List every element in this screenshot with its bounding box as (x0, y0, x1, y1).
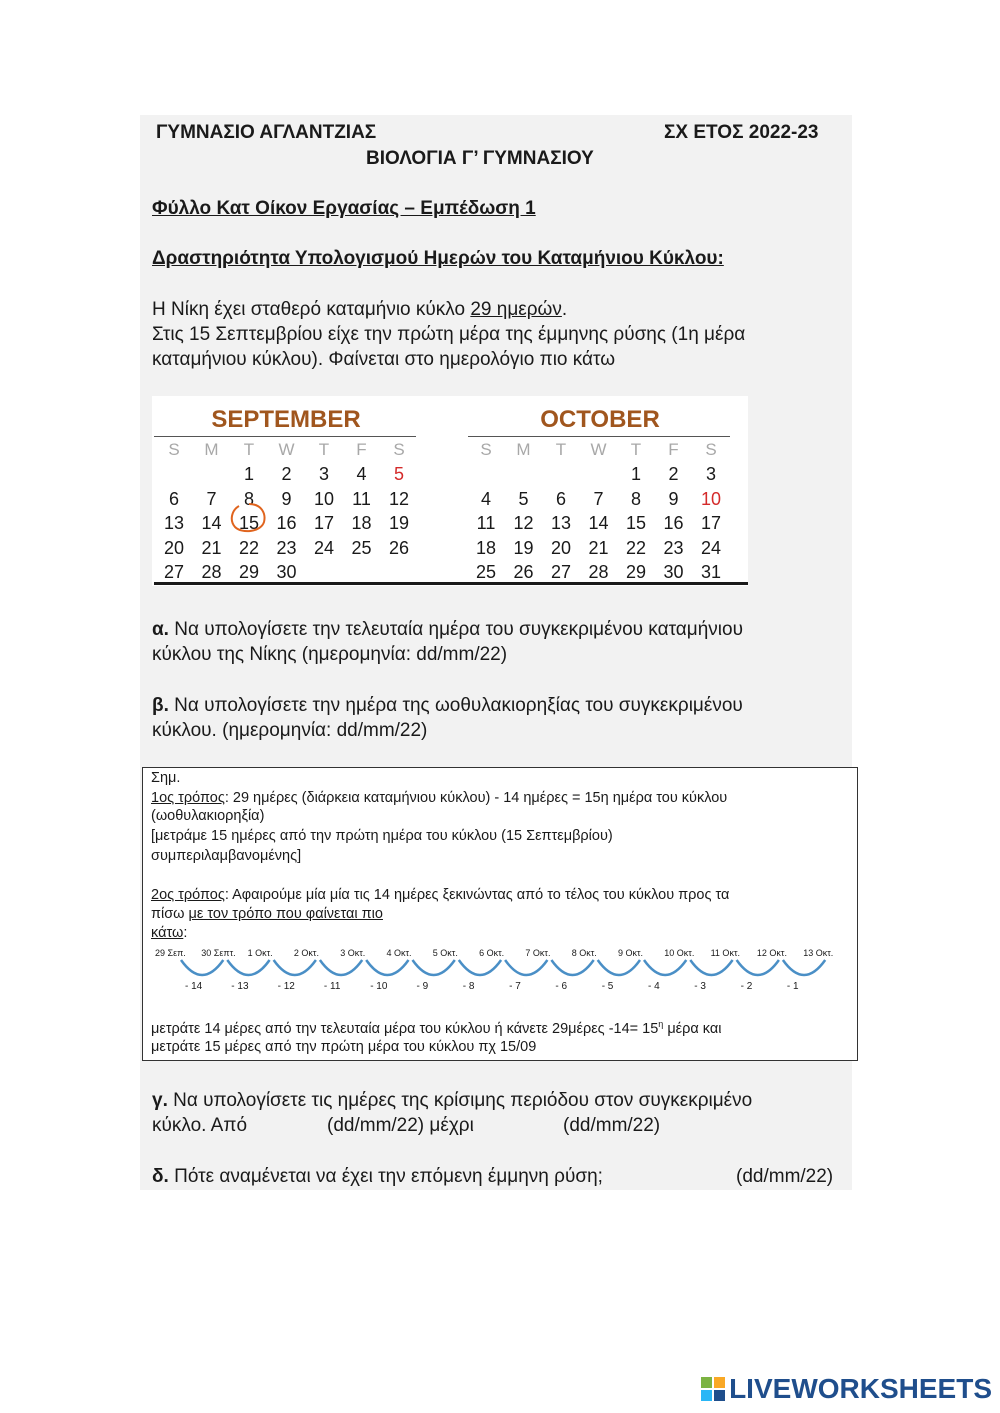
october-title: OCTOBER (540, 406, 660, 433)
bottom-line1-sup: η (658, 1019, 664, 1029)
weekday-header: M (516, 440, 531, 459)
october-day-30: 30 (663, 562, 684, 582)
liveworksheets-logo (700, 1373, 992, 1405)
countdown-arc (737, 960, 779, 975)
october-day-5: 5 (518, 488, 529, 509)
october-day-31: 31 (700, 562, 722, 582)
countdown-date: 6 Οκτ. (479, 948, 505, 958)
september-day-14: 14 (201, 513, 222, 533)
october-day-1: 1 (630, 464, 641, 484)
october-day-17: 17 (700, 513, 722, 533)
september-day-18: 18 (351, 513, 372, 533)
liveworksheets-logo-text: LIVEWORKSHEETS (729, 1373, 992, 1404)
question-c-line-2b: (dd/mm/22) μέχρι (327, 1115, 474, 1136)
october-day-26: 26 (513, 562, 534, 582)
countdown-date: 2 Οκτ. (293, 948, 319, 958)
cycle-length: 29 ημερών (470, 299, 562, 320)
october-day-15: 15 (625, 513, 647, 533)
october-day-9: 9 (668, 488, 679, 509)
countdown-arc (598, 960, 640, 975)
question-c-line-2c: (dd/mm/22) (563, 1115, 661, 1136)
october-day-27: 27 (550, 562, 572, 582)
september-day-24: 24 (313, 537, 335, 558)
question-d-date-format: (dd/mm/22) (736, 1166, 834, 1187)
september-day-22: 22 (238, 537, 260, 558)
october-day-22: 22 (625, 537, 647, 558)
question-a-label: α. (152, 619, 169, 640)
october-day-25: 25 (475, 562, 497, 582)
countdown-step: - 8 (462, 981, 475, 992)
countdown-step: - 14 (185, 981, 203, 992)
question-a-text: Να υπολογίσετε την τελευταία ημέρα του συγκεκριμένου καταμήνιου (168, 619, 743, 640)
countdown-date: 30 Σεπτ. (201, 948, 236, 958)
note-way2-line-3 (151, 925, 187, 941)
october-day-8: 8 (630, 488, 641, 509)
september-day-21: 21 (201, 537, 222, 558)
countdown-date: 3 Οκτ. (340, 948, 366, 958)
worksheet-title: Φύλλο Κατ Οίκον Εργασίας – Εμπέδωση 1 (152, 198, 536, 219)
way1-text: : 29 ημέρες (διάρκεια καταμήνιου κύκλου) - 14 ημέρες = 15η ημέρα του κύκλου (224, 790, 728, 806)
october-day-2: 2 (668, 464, 679, 484)
september-day-8: 8 (243, 488, 254, 509)
activity-title: Δραστηριότητα Υπολογισμού Ημερών του Καταμήνιου Κύκλου: (152, 248, 724, 269)
note-bottom-line-2: μετράτε 15 μέρες από την πρώτη μέρα του κύκλου πχ 15/09 (151, 1039, 537, 1055)
october-day-28: 28 (588, 562, 609, 582)
intro-line-1 (152, 297, 567, 322)
september-day-20: 20 (163, 537, 185, 558)
note-title: Σημ. (151, 770, 181, 786)
september-day-5: 5 (393, 464, 404, 484)
countdown-date: 9 Οκτ. (618, 948, 644, 958)
countdown-date: 7 Οκτ. (525, 948, 551, 958)
note-way1-line-1 (151, 790, 727, 806)
way2-line2-text: πίσω (151, 906, 189, 922)
october-day-20: 20 (550, 537, 572, 558)
countdown-date: 1 Οκτ. (247, 948, 273, 958)
october-day-11: 11 (476, 513, 496, 533)
september-day-1: 1 (243, 464, 254, 484)
september-day-11: 11 (352, 488, 371, 509)
countdown-arc (366, 960, 408, 975)
september-day-23: 23 (276, 537, 297, 558)
question-b-label: β. (152, 695, 169, 716)
countdown-step: - 1 (786, 981, 799, 992)
countdown-step: - 10 (370, 981, 388, 992)
intro-period: . (561, 299, 568, 320)
note-bottom-line-1 (151, 1019, 721, 1037)
note-way1-line-3: [μετράμε 15 ημέρες από την πρώτη ημέρα του κύκλου (15 Σεπτεμβρίου) (151, 828, 613, 844)
question-c-line-1 (152, 1088, 752, 1113)
october-day-23: 23 (663, 537, 684, 558)
way2-line3-colon: : (183, 925, 188, 941)
countdown-arc (181, 960, 223, 975)
way2-line3-underlined: κάτω (151, 925, 184, 941)
september-day-15: 15 (238, 513, 260, 533)
countdown-arc (274, 960, 316, 975)
countdown-step: - 13 (231, 981, 249, 992)
question-c-text: Να υπολογίσετε τις ημέρες της κρίσιμης περιόδου στον συγκεκριμένο (167, 1090, 753, 1111)
october-day-21: 21 (588, 537, 609, 558)
september-day-30: 30 (276, 562, 297, 582)
note-way1-line-2: (ωοθυλακιορηξία) (151, 808, 265, 824)
way1-label: 1ος τρόπος (151, 790, 225, 806)
question-a-line-2: κύκλου της Νίκης (ημερομηνία: dd/mm/22) (152, 644, 508, 665)
weekday-header: S (480, 440, 492, 459)
weekday-header: T (630, 440, 642, 459)
question-b-line-1 (152, 693, 743, 718)
note-box (142, 767, 858, 1061)
october-day-16: 16 (663, 513, 684, 533)
way2-text: : Αφαιρούμε μία μία τις 14 ημέρες ξεκινώντας από το τέλος του κύκλου προς τα (224, 887, 730, 903)
countdown-arcs (143, 958, 843, 998)
countdown-date: 10 Οκτ. (664, 948, 695, 958)
way2-line2-underlined: με τον τρόπο που φαίνεται πιο (188, 906, 383, 922)
question-c-line-2a: κύκλο. Από (152, 1115, 248, 1136)
weekday-header: T (243, 440, 255, 459)
question-d-label: δ. (152, 1166, 169, 1187)
countdown-step: - 4 (648, 981, 660, 992)
question-b-line-2: κύκλου. (ημερομηνία: dd/mm/22) (152, 720, 428, 741)
countdown-date: 12 Οκτ. (756, 948, 787, 958)
note-way2-line-2 (151, 906, 383, 922)
countdown-arc (320, 960, 362, 975)
september-day-27: 27 (163, 562, 185, 582)
intro-line-2: Στις 15 Σεπτεμβρίου είχε την πρώτη μέρα της έμμηνης ρύσης (1η μέρα (152, 324, 746, 345)
countdown-step: - 3 (694, 981, 706, 992)
countdown-arc (783, 960, 825, 975)
question-b-text: Να υπολογίσετε την ημέρα της ωοθυλακιορηξίας του συγκεκριμένου (168, 695, 743, 716)
october-day-7: 7 (593, 488, 604, 509)
october-day-29: 29 (625, 562, 647, 582)
circled-day-marker (228, 500, 270, 536)
october-day-18: 18 (475, 537, 497, 558)
september-day-4: 4 (356, 464, 367, 484)
october-day-19: 19 (513, 537, 534, 558)
weekday-header: S (168, 440, 180, 459)
weekday-header: S (705, 440, 717, 459)
september-day-2: 2 (281, 464, 292, 484)
october-day-13: 13 (550, 513, 572, 533)
weekday-header: F (668, 440, 679, 459)
september-day-19: 19 (388, 513, 410, 533)
calendar (152, 396, 748, 586)
calendar-baseline (154, 582, 748, 585)
october-day-6: 6 (555, 488, 566, 509)
bottom-line1-end: μέρα και (663, 1020, 722, 1037)
october-day-12: 12 (513, 513, 534, 533)
countdown-arc (551, 960, 593, 975)
question-d-line-1 (152, 1164, 603, 1189)
september-day-12: 12 (388, 488, 410, 509)
school-year: ΣΧ ΕΤΟΣ 2022-23 (664, 122, 819, 143)
countdown-arc (505, 960, 547, 975)
weekday-header: W (278, 440, 295, 459)
weekday-header: F (356, 440, 367, 459)
countdown-date: 5 Οκτ. (432, 948, 458, 958)
question-c-label: γ. (152, 1090, 168, 1111)
september-day-17: 17 (313, 513, 335, 533)
subject-title: ΒΙΟΛΟΓΙΑ Γ’ ΓΥΜΝΑΣΙΟΥ (366, 148, 594, 169)
weekday-header: W (590, 440, 607, 459)
september-day-16: 16 (276, 513, 297, 533)
countdown-step: - 5 (601, 981, 614, 992)
school-name: ΓΥΜΝΑΣΙΟ ΑΓΛΑΝΤΖΙΑΣ (156, 122, 377, 143)
bottom-line1-text: μετράτε 14 μέρες από την τελευταία μέρα του κύκλου ή κάνετε 29μέρες -14= 15 (151, 1020, 659, 1037)
october-day-24: 24 (700, 537, 722, 558)
october-day-14: 14 (588, 513, 609, 533)
countdown-date: 11 Οκτ. (710, 948, 740, 958)
question-a-line-1 (152, 617, 743, 642)
september-day-10: 10 (313, 488, 335, 509)
countdown-date: 4 Οκτ. (386, 948, 412, 958)
countdown-step: - 6 (555, 981, 568, 992)
september-day-28: 28 (201, 562, 222, 582)
october-day-4: 4 (480, 488, 491, 509)
countdown-arc (459, 960, 501, 975)
september-day-29: 29 (238, 562, 260, 582)
countdown-date: 8 Οκτ. (571, 948, 597, 958)
weekday-header: T (318, 440, 330, 459)
weekday-header: S (393, 440, 405, 459)
september-day-9: 9 (281, 488, 292, 509)
countdown-step: - 12 (277, 981, 295, 992)
september-day-7: 7 (206, 488, 217, 509)
countdown-arc (690, 960, 732, 975)
countdown-arc (227, 960, 269, 975)
september-divider (154, 436, 416, 437)
september-title: SEPTEMBER (211, 406, 361, 433)
countdown-arc (644, 960, 686, 975)
intro-text: Η Νίκη έχει σταθερό καταμήνιο κύκλο (152, 299, 471, 320)
weekday-header: T (555, 440, 567, 459)
countdown-date: 13 Οκτ. (803, 948, 834, 958)
way2-label: 2ος τρόπος (151, 887, 225, 903)
countdown-step: - 9 (416, 981, 429, 992)
september-day-25: 25 (351, 537, 372, 558)
question-d-text: Πότε αναμένεται να έχει την επόμενη έμμηνη ρύση; (168, 1166, 603, 1187)
intro-line-3: καταμήνιου κύκλου). Φαίνεται στο ημερολόγιο πιο κάτω (152, 349, 616, 370)
september-day-6: 6 (168, 488, 179, 509)
september-day-26: 26 (388, 537, 410, 558)
october-day-3: 3 (705, 464, 716, 484)
october-divider (468, 436, 730, 437)
countdown-date: 29 Σεπ. (155, 948, 186, 958)
countdown-step: - 7 (509, 981, 521, 992)
note-way2-line-1 (151, 887, 729, 903)
september-day-13: 13 (163, 513, 185, 533)
liveworksheets-logo-icon (700, 1376, 726, 1402)
note-way1-line-4: συμπεριλαμβανομένης] (151, 848, 302, 864)
countdown-step: - 2 (740, 981, 753, 992)
october-day-10: 10 (700, 488, 722, 509)
september-day-3: 3 (318, 464, 329, 484)
countdown-step: - 11 (323, 981, 341, 992)
weekday-header: M (204, 440, 219, 459)
countdown-arc (413, 960, 455, 975)
